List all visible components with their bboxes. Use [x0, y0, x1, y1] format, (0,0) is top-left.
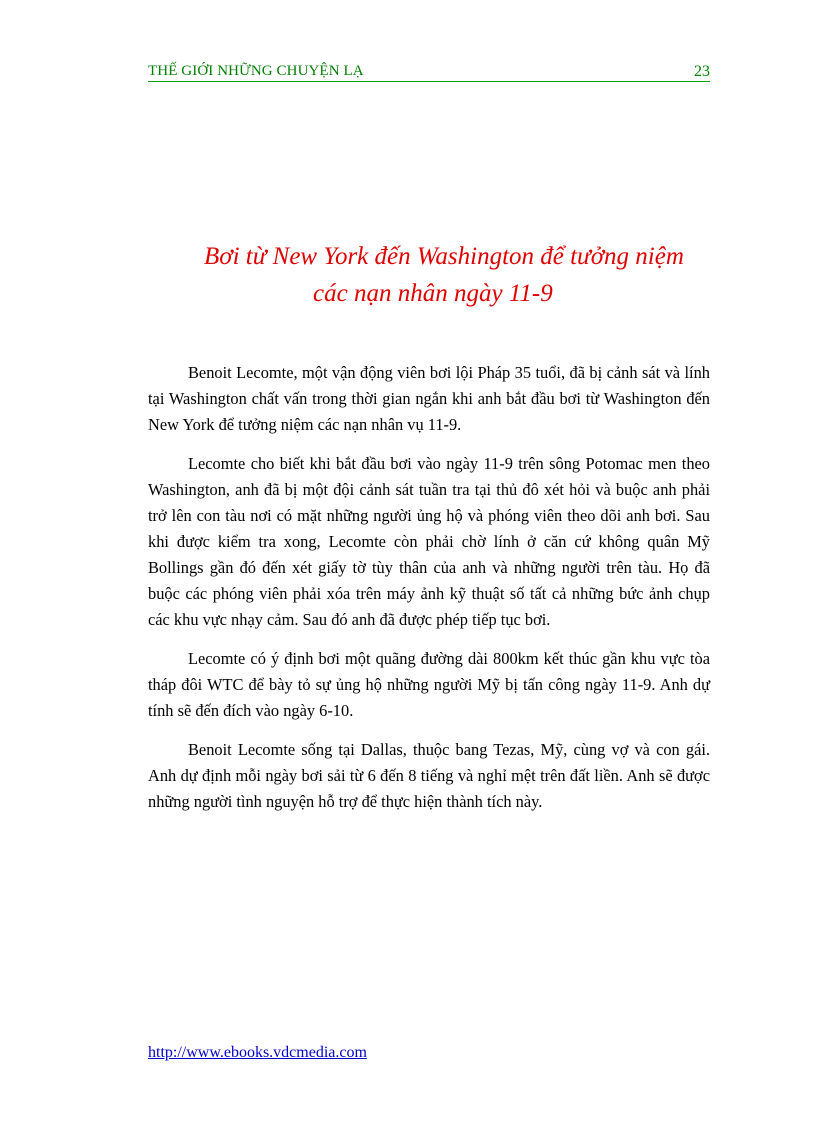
article-title-line-1: Bơi từ New York đến Washington để tưởng niệm	[204, 243, 684, 270]
paragraph: Benoit Lecomte, một vận động viên bơi lội Pháp 35 tuổi, đã bị cảnh sát và lính tại Washington chất vấn trong thời gian ngắn khi anh bắt đầu bơi từ Washington đến New York để tưởng niệm các nạn nhân vụ 11-9.	[148, 363, 710, 434]
paragraph: Lecomte cho biết khi bắt đầu bơi vào ngày 11-9 trên sông Potomac men theo Washington, anh đã bị một đội cảnh sát tuần tra tại thủ đô xét hỏi và buộc anh phải trở lên con tàu nơi có mặt những người ủng hộ và phóng viên theo dõi anh bơi. Sau khi được kiểm tra xong, Lecomte còn phải chờ lính ở căn cứ không quân Mỹ Bollings gần đó đến xét giấy tờ tùy thân của anh và những người trên tàu. Họ đã buộc các phóng viên phải xóa trên máy ảnh kỹ thuật số tất cả những bức ảnh chụp các khu vực nhạy cảm. Sau đó anh đã được phép tiếp tục bơi.	[148, 454, 710, 629]
article-title-line-2: các nạn nhân ngày 11-9	[313, 280, 553, 307]
page-header	[148, 60, 710, 82]
page-number: 23	[694, 63, 710, 80]
paragraph: Lecomte có ý định bơi một quãng đường dài 800km kết thúc gần khu vực tòa tháp đôi WTC để bày tỏ sự ủng hộ những người Mỹ bị tấn công ngày 11-9. Anh dự tính sẽ đến đích vào ngày 6-10.	[148, 649, 710, 720]
article-title	[148, 238, 768, 312]
article-body	[148, 360, 710, 828]
footer-link[interactable]: http://www.ebooks.vdcmedia.com	[148, 1044, 367, 1061]
paragraph: Benoit Lecomte sống tại Dallas, thuộc bang Tezas, Mỹ, cùng vợ và con gái. Anh dự định mỗi ngày bơi sải từ 6 đến 8 tiếng và nghỉ mệt trên đất liền. Anh sẽ được những người tình nguyện hỗ trợ để thực hiện thành tích này.	[148, 740, 710, 811]
running-header-title: THẾ GIỚI NHỮNG CHUYỆN LẠ	[148, 63, 364, 79]
